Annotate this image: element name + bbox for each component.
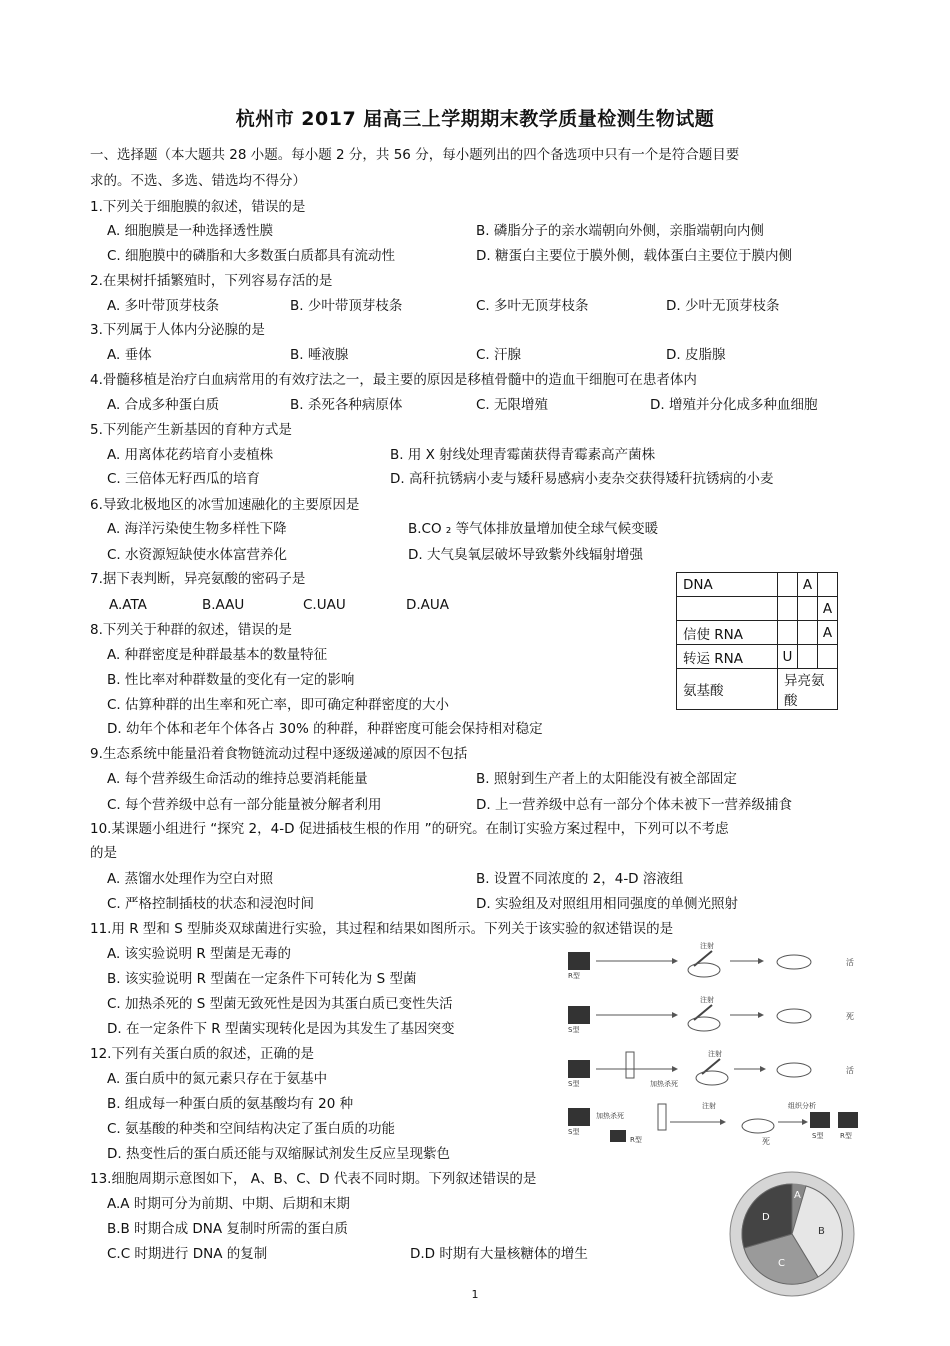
q4-option-c: C. 无限增殖	[476, 397, 549, 413]
fig-label-r-2: R型	[630, 1136, 642, 1144]
table-cell: U	[778, 645, 798, 669]
fig-label-dead-2: 死	[762, 1137, 770, 1146]
q13-option-c: C.C 时期进行 DNA 的复制	[107, 1246, 268, 1262]
s-type-colony-icon	[810, 1112, 830, 1128]
q11-stem: 11.用 R 型和 S 型肺炎双球菌进行实验，其过程和结果如图所示。下列关于该实验的叙述错误的是	[90, 921, 674, 937]
q2-stem: 2.在果树扦插繁殖时，下列容易存活的是	[90, 273, 333, 289]
fig-label-inject-3: 注射	[708, 1050, 722, 1058]
fig-label-dead-1: 死	[846, 1012, 854, 1021]
q10-option-c: C. 严格控制插枝的状态和浸泡时间	[107, 896, 315, 912]
q2-option-c: C. 多叶无顶芽枝条	[476, 298, 589, 314]
q8-option-b: B. 性比率对种群数量的变化有一定的影响	[107, 672, 355, 688]
q7-option-d: D.AUA	[406, 597, 450, 613]
table-cell: 氨基酸	[677, 669, 778, 710]
arrowhead	[672, 1066, 678, 1072]
page-title: 杭州市 2017 届高三上学期期末教学质量检测生物试题	[235, 108, 715, 130]
q1-option-d: D. 糖蛋白主要位于膜外侧，载体蛋白主要位于膜内侧	[476, 248, 792, 264]
table-cell	[818, 645, 838, 669]
r-type-colony-icon	[838, 1112, 858, 1128]
fig-label-s-2: S型	[568, 1080, 580, 1088]
q13-stem: 13.细胞周期示意图如下， A、B、C、D 代表不同时期。下列叙述错误的是	[90, 1171, 537, 1187]
q11-option-c: C. 加热杀死的 S 型菌无致死性是因为其蛋白质已变性失活	[107, 996, 453, 1012]
q8-option-a: A. 种群密度是种群最基本的数量特征	[107, 647, 328, 663]
q4-option-a: A. 合成多种蛋白质	[107, 397, 220, 413]
fig-label-alive-1: 活	[846, 958, 854, 967]
q5-option-b: B. 用 X 射线处理青霉菌获得青霉素高产菌株	[390, 447, 656, 463]
mouse-icon	[742, 1119, 774, 1133]
table-row	[677, 621, 838, 645]
q5-option-a: A. 用离体花药培育小麦植株	[107, 447, 274, 463]
test-tube-icon	[626, 1052, 634, 1078]
fig-label-heat-kill: 加热杀死	[650, 1080, 678, 1088]
q2-option-a: A. 多叶带顶芽枝条	[107, 298, 220, 314]
q6-option-d: D. 大气臭氧层破坏导致紫外线辐射增强	[408, 547, 643, 563]
mouse-icon	[696, 1071, 728, 1085]
q11-option-b: B. 该实验说明 R 型菌在一定条件下可转化为 S 型菌	[107, 971, 417, 987]
q13-option-d: D.D 时期有大量核糖体的增生	[410, 1246, 588, 1262]
table-cell	[778, 597, 798, 621]
arrowhead	[720, 1119, 726, 1125]
q3-option-b: B. 唾液腺	[290, 347, 349, 363]
fig-label-s-3: S型	[568, 1128, 580, 1136]
test-tube-icon	[658, 1104, 666, 1130]
q1-option-b: B. 磷脂分子的亲水端朝向外侧，亲脂端朝向内侧	[476, 223, 764, 239]
q6-stem: 6.导致北极地区的冰雪加速融化的主要原因是	[90, 497, 360, 513]
s-type-colony-icon	[568, 1060, 590, 1078]
q10-option-d: D. 实验组及对照组用相同强度的单侧光照射	[476, 896, 738, 912]
q13-option-b: B.B 时期合成 DNA 复制时所需的蛋白质	[107, 1221, 348, 1237]
mouse-icon	[777, 955, 811, 969]
q9-option-c: C. 每个营养级中总有一部分能量被分解者利用	[107, 797, 382, 813]
fig-label-alive-2: 活	[846, 1066, 854, 1075]
q12-option-d: D. 热变性后的蛋白质还能与双缩脲试剂发生反应呈现紫色	[107, 1146, 450, 1162]
q12-option-c: C. 氨基酸的种类和空间结构决定了蛋白质的功能	[107, 1121, 396, 1137]
table-cell	[818, 573, 838, 597]
arrowhead	[672, 1012, 678, 1018]
table-cell: 信使 RNA	[677, 621, 778, 645]
page-number: 1	[471, 1288, 479, 1301]
section-instructions-cont: 求的。不选、多选、错选均不得分）	[90, 173, 306, 189]
q3-option-a: A. 垂体	[107, 347, 152, 363]
table-cell	[798, 621, 818, 645]
table-cell: A	[818, 597, 838, 621]
q1-option-c: C. 细胞膜中的磷脂和大多数蛋白质都具有流动性	[107, 248, 396, 264]
arrowhead	[760, 1066, 766, 1072]
q4-option-d: D. 增殖并分化成多种血细胞	[650, 397, 818, 413]
table-row	[677, 645, 838, 669]
fig-label-tissue-analysis: 组织分析	[788, 1102, 816, 1110]
fig-label-heat-kill-2: 加热杀死	[596, 1112, 624, 1120]
fig-label-r-3: R型	[840, 1132, 852, 1140]
q9-option-a: A. 每个营养级生命活动的维持总要消耗能量	[107, 771, 368, 787]
table-cell: DNA	[677, 573, 778, 597]
phase-c-label: C	[778, 1258, 785, 1269]
q8-stem: 8.下列关于种群的叙述，错误的是	[90, 622, 292, 638]
mouse-icon	[688, 1017, 720, 1031]
q9-stem: 9.生态系统中能量沿着食物链流动过程中逐级递减的原因不包括	[90, 746, 468, 762]
table-cell	[677, 597, 778, 621]
q1-option-a: A. 细胞膜是一种选择透性膜	[107, 223, 274, 239]
table-cell	[798, 597, 818, 621]
q2-option-b: B. 少叶带顶芽枝条	[290, 298, 403, 314]
q6-option-b: B.CO ₂ 等气体排放量增加使全球气候变暖	[408, 521, 659, 537]
q9-option-b: B. 照射到生产者上的太阳能没有被全部固定	[476, 771, 737, 787]
table-cell	[778, 621, 798, 645]
q8-option-c: C. 估算种群的出生率和死亡率，即可确定种群密度的大小	[107, 697, 450, 713]
table-cell: A	[798, 573, 818, 597]
q1-stem: 1.下列关于细胞膜的叙述，错误的是	[90, 199, 306, 215]
table-cell: 转运 RNA	[677, 645, 778, 669]
phase-b-label: B	[818, 1226, 825, 1237]
table-cell	[798, 645, 818, 669]
q11-option-a: A. 该实验说明 R 型菌是无毒的	[107, 946, 292, 962]
r-type-colony-icon	[568, 952, 590, 970]
arrowhead	[672, 958, 678, 964]
phase-d-label: D	[762, 1212, 770, 1223]
cell-cycle-diagram	[722, 1170, 862, 1298]
fig-label-r: R型	[568, 972, 580, 980]
fig-label-s-4: S型	[812, 1132, 824, 1140]
q5-option-d: D. 高秆抗锈病小麦与矮秆易感病小麦杂交获得矮秆抗锈病的小麦	[390, 471, 774, 487]
fig-label-inject-2: 注射	[700, 996, 714, 1004]
table-cell	[778, 573, 798, 597]
s-type-colony-icon	[568, 1108, 590, 1126]
q10-stem-cont: 的是	[90, 845, 117, 861]
q12-option-b: B. 组成每一种蛋白质的氨基酸均有 20 种	[107, 1096, 354, 1112]
s-type-colony-icon	[568, 1006, 590, 1024]
table-row	[677, 573, 838, 597]
arrowhead	[758, 958, 764, 964]
q11-option-d: D. 在一定条件下 R 型菌实现转化是因为其发生了基因突变	[107, 1021, 455, 1037]
mouse-icon	[777, 1063, 811, 1077]
q7-option-b: B.AAU	[202, 597, 245, 613]
fig-label-inject-4: 注射	[702, 1102, 716, 1110]
r-type-colony-icon	[610, 1130, 626, 1142]
phase-a-label: A	[794, 1190, 801, 1201]
section-instructions: 一、选择题（本大题共 28 小题。每小题 2 分，共 56 分，每小题列出的四个备选项中只有一个是符合题目要	[90, 147, 740, 163]
q10-option-b: B. 设置不同浓度的 2，4-D 溶液组	[476, 871, 684, 887]
q13-option-a: A.A 时期可分为前期、中期、后期和末期	[107, 1196, 350, 1212]
q12-stem: 12.下列有关蛋白质的叙述，正确的是	[90, 1046, 314, 1062]
q12-option-a: A. 蛋白质中的氮元素只存在于氨基中	[107, 1071, 328, 1087]
q5-option-c: C. 三倍体无籽西瓜的培育	[107, 471, 261, 487]
q3-option-d: D. 皮脂腺	[666, 347, 726, 363]
q7-option-c: C.UAU	[303, 597, 346, 613]
table-row	[677, 597, 838, 621]
q7-stem: 7.据下表判断，异亮氨酸的密码子是	[90, 571, 306, 587]
table-cell: A	[818, 621, 838, 645]
q6-option-c: C. 水资源短缺使水体富营养化	[107, 547, 288, 563]
transformation-experiment-figure	[562, 936, 868, 1150]
q4-stem: 4.骨髓移植是治疗白血病常用的有效疗法之一，最主要的原因是移植骨髓中的造血干细胞可在患者体内	[90, 372, 697, 388]
q7-option-a: A.ATA	[109, 597, 147, 613]
codon-table	[676, 572, 838, 710]
fig-label-inject: 注射	[700, 942, 714, 950]
q8-option-d: D. 幼年个体和老年个体各占 30% 的种群，种群密度可能会保持相对稳定	[107, 721, 543, 737]
mouse-icon	[777, 1009, 811, 1023]
q2-option-d: D. 少叶无顶芽枝条	[666, 298, 780, 314]
q3-option-c: C. 汗腺	[476, 347, 522, 363]
q6-option-a: A. 海洋污染使生物多样性下降	[107, 521, 287, 537]
q10-stem: 10.某课题小组进行 “探究 2，4-D 促进插枝生根的作用 ”的研究。在制订实验方案过程中，下列可以不考虑	[90, 821, 729, 837]
fig-label-s: S型	[568, 1026, 580, 1034]
arrowhead	[758, 1012, 764, 1018]
q3-stem: 3.下列属于人体内分泌腺的是	[90, 322, 265, 338]
q10-option-a: A. 蒸馏水处理作为空白对照	[107, 871, 274, 887]
table-cell: 异亮氨酸	[778, 669, 838, 710]
table-row	[677, 669, 838, 710]
q9-option-d: D. 上一营养级中总有一部分个体未被下一营养级捕食	[476, 797, 792, 813]
mouse-icon	[688, 963, 720, 977]
arrowhead	[802, 1119, 808, 1125]
q5-stem: 5.下列能产生新基因的育种方式是	[90, 422, 292, 438]
q4-option-b: B. 杀死各种病原体	[290, 397, 403, 413]
